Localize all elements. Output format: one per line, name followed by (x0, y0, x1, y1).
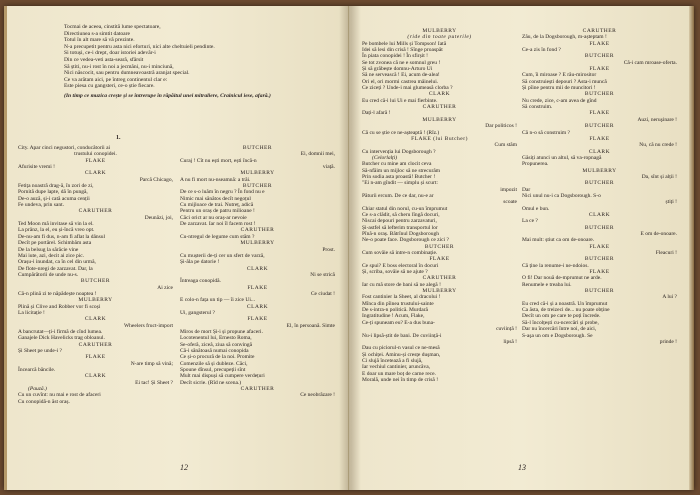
dialogue-line: De-nu-am fi dus, n-am fi aflat la dânsul (18, 233, 106, 240)
speaker-name: MULBERRY (240, 170, 275, 177)
dialogue-line: Dar politicos ! (485, 123, 517, 130)
dialogue-line: Eu cred că-i lui Ui e mai fierbinte. (362, 97, 438, 104)
prologue-line: Din ce vedea-veti asta-seară, sfârsit (64, 56, 144, 63)
speaker-name: BUTCHER (242, 145, 273, 151)
dialogue-line: Fleacuri ! (655, 250, 677, 257)
dialogue-line: Mult mai dispuși să cumpere verdețuri (180, 373, 265, 380)
speaker-name: BUTCHER (584, 91, 615, 98)
dialogue-line: Că-i cam mroase-oferta. (623, 59, 677, 66)
dialogue-line: Locotenentul lui, Ernesto Roma, (180, 335, 252, 342)
dialogue-line: scoate (503, 199, 517, 206)
dialogue-line: A nu fi mort nu-nseamnă: a trăi. (180, 176, 251, 183)
dialogue-line: Că cu se știe ce ne-așteaptă ! (Rîz.) (362, 129, 440, 136)
speaker-name: FLAKE (589, 135, 610, 142)
left-column-2 (180, 145, 335, 399)
speaker-name: FLAKE (85, 157, 106, 164)
speaker-name: BUTCHER (242, 183, 273, 190)
dialogue-line: O fi! Dar nouă de-mprumut ne arde. (522, 275, 602, 282)
dialogue-line: La licitație ! (18, 309, 45, 316)
speaker-name: CARUTHER (240, 227, 275, 234)
dialogue-line: Să construiești depouri ? Asta-i muncă (522, 78, 607, 85)
dialogue-line: E colo-n fața un tip — îi zice Ui... (180, 297, 255, 304)
speaker-name: CLARK (246, 265, 269, 272)
dialogue-line: Afurisite vremi ! (18, 164, 55, 171)
dialogue-line: Ei tac! Și Sheet ? (135, 379, 173, 386)
speaker-name: FLAKE (589, 243, 610, 250)
dialogue-line: Mînca din pîinea trustului-sainte (362, 300, 434, 307)
prologue-line: Este piesa cu gangsteri, ce-o știe fiecare. (64, 83, 155, 90)
dialogue-line: cuviință ! (496, 326, 517, 333)
speaker-name: CARUTHER (422, 104, 457, 111)
speaker-name: FLAKE (589, 66, 610, 73)
speaker-name: FLAKE (247, 284, 268, 291)
dialogue-line: Parcă Chicago, (139, 176, 173, 183)
dialogue-line: Nimic mai sănătos decît negoțul (180, 195, 251, 202)
dialogue-line: prinde ! (659, 338, 677, 345)
dialogue-line: Fe undeva, prin sant. (18, 202, 64, 209)
dialogue-line: Ci slujă încetează a fi slujă, (362, 357, 423, 364)
prologue-line: N-a precupetit pentru asta nici eforturi, nici alte cheltuieli pendinte. (64, 43, 215, 50)
prologue-line: Directiunea s-a simtit datoare (64, 30, 131, 37)
dialogue-line: Ce ziceți ? Unde-i mai glumeasă clorba ? (362, 85, 453, 92)
stage-direction: (ride din toate puterile) (407, 34, 472, 41)
scene-number: 1. (116, 135, 121, 141)
dialogue-line: A bancrutat—ți-i firmă de cînd lumea. (18, 328, 103, 335)
dialogue-line: Pe bombele lui Mills și Tompson! Iată (362, 40, 447, 47)
dialogue-line: Zău, de la Dogsborough, m-așteptam ! (522, 34, 607, 41)
dialogue-line: Ne-o poate face. Dogsborough ce zici ? (362, 237, 449, 244)
dialogue-line: Deunăzi, joi, (144, 214, 173, 221)
dialogue-line: Ai zice (157, 284, 173, 291)
dialogue-line: Căci orict ar nu oraș-ar nevoie (180, 214, 247, 221)
dialogue-line: Ted Moon mă invitase să vin la el. (18, 221, 94, 228)
dialogue-line: Miros de mort Și-i și propune afaceri. (180, 328, 263, 335)
dialogue-line: Păturii ercum. De ce dar, nu-e ar (362, 192, 434, 199)
dialogue-line: Dau cu piciorul-n vasul ce ne-mesă (362, 345, 440, 352)
speaker-name: BUTCHER (80, 278, 111, 285)
speaker-name: CLARK (246, 303, 269, 310)
speaker-name: CLARK (428, 91, 451, 98)
prologue-line: Si totuși, ce-i drept, doar istoriei adevăr-i (64, 50, 156, 57)
dialogue-line: La prânz, la el, eu și-încă vreo opt. (18, 227, 95, 234)
book-edge-right (689, 6, 694, 490)
speaker-name: CLARK (588, 148, 611, 155)
dialogue-line: Orașu-i inundat, ca în cel din urmă, (18, 259, 96, 266)
dialogue-line: Și-astfel să lefterim transportul lor (362, 224, 438, 231)
dialogue-line: Ce spui? E boss electoral în docuri (362, 262, 439, 269)
prologue-line: Totul în alt mare să vă prezinte. (64, 37, 135, 44)
dialogue-line: Se tot zvonea că ne e somnul greu ! (362, 59, 441, 66)
prologue-line: Nici născocit, sau pentru dumneavoastră aranjat special. (64, 70, 190, 77)
dialogue-line: Și să grăbește domnu-Arturo Ui (362, 66, 433, 73)
dialogue-line: Ni se strică (310, 271, 335, 278)
speaker-name: FLAKE (lui Butcher) (411, 135, 468, 142)
scene-heading: trustului conopidei. (74, 151, 117, 158)
speaker-name: MULBERRY (78, 297, 113, 304)
dialogue-line: Cu mușterii de-ți cer un sfert de varză, (180, 252, 265, 259)
prologue-line: Tocmai de aceea, cinstită lume spectatoare, (64, 24, 161, 30)
dialogue-line: Propunerea. (522, 161, 549, 168)
dialogue-line: Să ne servească ! Ei, acum de-alea! (362, 72, 440, 79)
dialogue-line: Și-ăla pe datorie ! (180, 259, 220, 266)
dialogue-line: Cumpărătorii de unde nu-s. (18, 271, 79, 278)
dialogue-line: Că ține la renume-i ne-ndoios. (522, 262, 589, 269)
dialogue-line: Că-i sănătoasă numai conopida (180, 348, 249, 354)
dialogue-line: Mai iute, azi, decit ai zice pic. (18, 252, 85, 259)
dialogue-line: Să construim. (522, 104, 553, 111)
dialogue-line: Ganajele Dick Havelicks trag obloanul. (18, 335, 105, 342)
dialogue-line: Cu mijloace de trai. Nutreț, adică (180, 202, 254, 209)
dialogue-line: Niscai depouri pentru zarzavaturi, (362, 218, 437, 225)
dialogue-line: Găsiți atunci un altul, să va-ropnagă (522, 154, 602, 161)
dialogue-line: Să-nfăim un mijloc să ne strecurăm (362, 167, 441, 174)
speaker-name: BUTCHER (584, 123, 615, 130)
dialogue-line: Butcher cu mine am clocit ceva (362, 161, 432, 168)
speaker-name: FLAKE (589, 110, 610, 117)
speaker-name: BUTCHER (584, 180, 615, 187)
dialogue-line: Ce-ți spuneam eu? E-a dus buna- (362, 319, 435, 326)
speaker-name: FLAKE (429, 256, 450, 263)
dialogue-line: Plină și Clive and Robber vor fi scoși (18, 303, 101, 310)
prologue-line: Să știti, nu-i rost în noi a jecmăni, nu-i minciună, (64, 63, 174, 70)
stage-direction: (In timp ce muzica crește și se întrerupe în răpăitul unei mitraliere, Crainicul iese, afară.) (64, 92, 271, 99)
dialogue-line: Wheelers fruct-import (123, 322, 173, 329)
dialogue-line: Și ochiței. Aminu-și cresțe duşman, (362, 351, 441, 358)
dialogue-line: Pînă-n oraș. Bătrînul Dogsborough (362, 231, 439, 237)
dialogue-line: De s-intra-n politică. Murdară (362, 307, 428, 314)
dialogue-line: Spoune dînsul, precupeții sînt (180, 367, 246, 374)
dialogue-line: De zarzavat. Iar noi îl facem rost ! (180, 221, 256, 228)
speaker-name: CLARK (588, 211, 611, 218)
dialogue-line: știți ! (665, 199, 677, 206)
speaker-name: CARUTHER (78, 341, 113, 348)
speaker-name: FLAKE (589, 269, 610, 276)
dialogue-line: Pornită dupe lapte, dă în pungă, (18, 189, 88, 196)
dialogue-line: Cu un cuvînt: nu mai e rost de afaceri (18, 392, 101, 399)
dialogue-line: Ce și-o procură de la noi. Promite (180, 354, 255, 361)
dialogue-line: La ce ? (522, 218, 538, 225)
dialogue-line: Chiar statul din norul, cu-un împrumut (362, 205, 448, 212)
speaker-name: MULBERRY (422, 116, 457, 123)
speaker-name: FLAKE (85, 354, 106, 361)
dialogue-line: Ce neobrăzare ! (300, 392, 335, 399)
dialogue-line: Ce s-a clădit, să cheru lîngă docuri, (362, 211, 440, 218)
stage-direction: (Pauză.) (28, 386, 47, 393)
dialogue-line: Nici unul nu-i ca Dogsborough. S-o (522, 192, 601, 199)
dialogue-line: A lui ? (662, 294, 677, 301)
dialogue-line: Întreaga conopidă. (180, 278, 221, 285)
dialogue-line: Decît un om pe care te poți încrede. (522, 313, 601, 320)
speaker-name: FLAKE (589, 40, 610, 47)
speaker-name: MULBERRY (240, 240, 275, 247)
dialogue-line: Comenzile să și dubleze. Căci, (180, 360, 248, 367)
prologue-text (64, 24, 324, 100)
dialogue-line: Ui, gangsterul ? (180, 309, 215, 316)
speaker-name: CARUTHER (78, 208, 113, 215)
dialogue-line: Ca ăsta, de treizeci de... nu poate obține (522, 307, 610, 314)
dialogue-line: Că-n plină zi te năpădește noaptea ! (18, 290, 97, 297)
page-number-left: 12 (180, 463, 188, 472)
dialogue-line: E doar un mare boț de carne rece. (362, 370, 436, 377)
dialogue-line: Fetița noastră drag-ă, în zori de zi, (18, 183, 94, 190)
dialogue-line: Renumele e treaba lui. (522, 281, 572, 288)
speaker-name: CARUTHER (240, 386, 275, 393)
dialogue-line: Decît pe portărel. Schimbăm asta (18, 240, 92, 247)
dialogue-line: De-o auză, și-i cată acuma cenții (18, 195, 90, 202)
dialogue-line: Cu intervenția lui Dogsborough ? (362, 148, 436, 155)
dialogue-line: "Ei n-am gîndit — simplu și scurt: (362, 180, 438, 187)
right-column-1 (362, 28, 517, 383)
dialogue-line: Pentru un oraș de patru milioane ! (180, 208, 255, 215)
page-number-right: 13 (518, 463, 526, 472)
prologue-line: Ce va arătam aici, pe întreg continentul clar e: (64, 76, 168, 83)
dialogue-line: Omul e bun. (522, 205, 550, 212)
dialogue-line: Și, scriba, sovăie să ne ajute ? (362, 269, 428, 276)
speaker-name: BUTCHER (584, 288, 615, 295)
dialogue-line: Nu, că nu crede ! (639, 142, 677, 149)
speaker-name: CARUTHER (582, 28, 617, 34)
speaker-name: BUTCHER (584, 224, 615, 231)
right-column-2 (522, 28, 677, 345)
dialogue-line: Eu cred că-i și a noastră. Un împrumut (522, 300, 608, 307)
dialogue-line: viață. (322, 164, 335, 171)
speaker-name: CLARK (84, 170, 107, 177)
dialogue-line: Că n-o să construim ? (522, 129, 570, 136)
dialogue-line: Ingratitudine ! Acum, Flake, (362, 313, 425, 320)
dialogue-line: Ce ciudat ! (310, 290, 335, 297)
dialogue-line: Auzi, neruşinare ! (637, 116, 677, 123)
speaker-name: CLARK (84, 316, 107, 323)
dialogue-line: Decît sicrie. (Rîd ne scena.) (180, 379, 242, 386)
book-edge-left (4, 6, 7, 490)
dialogue-line: Ori el, ori mormi castrea mâinelui. (362, 78, 439, 85)
speaker-name: FLAKE (247, 316, 268, 323)
dialogue-line: Încearcă băncile. (18, 367, 56, 374)
dialogue-line: Cu-ntregul de legume cum stăm ? (180, 233, 255, 240)
speaker-name: MULBERRY (422, 28, 457, 34)
dialogue-line: N-are timp să vină; (130, 360, 173, 367)
speaker-name: BUTCHER (584, 53, 615, 60)
speaker-name: BUTCHER (424, 243, 455, 250)
speaker-name: MULBERRY (582, 167, 617, 174)
dialogue-line: E om de-onoare. (640, 231, 677, 237)
dialogue-line: Cu conopidă-n ăst oraș. (18, 398, 70, 405)
right-page (350, 6, 694, 490)
left-page (4, 6, 349, 490)
dialogue-line: De ce s-o luăm în negru ? În fond nu e (180, 189, 265, 196)
dialogue-line: Idei să lesi din crisă ! Sînge proaspăt (362, 47, 443, 54)
dialogue-line: Cum stăm (494, 142, 517, 149)
speaker-name: CARUTHER (422, 275, 457, 282)
dialogue-line: Să-l încolțești cu-ncercări și probe, (522, 319, 599, 326)
dialogue-line: În piata conopidei ! În sfirșit ! (362, 53, 428, 60)
dialogue-line: Morală, unde nei în timp de crisă ! (362, 376, 439, 383)
dialogue-line: Dați-l afară ! (362, 110, 391, 117)
dialogue-line: Și Sheet pe unde-i ? (18, 348, 62, 354)
dialogue-line: City. Apar cinci negustori, conducătorii ai (18, 145, 111, 151)
dialogue-line: Ce-a zis în fond ? (522, 47, 561, 54)
dialogue-line: Nu-i lipsă-știt de bani. De cuviință-i (362, 332, 442, 339)
dialogue-line: Fost cantinier la Sheet, al dracolui ! (362, 294, 441, 301)
dialogue-line: Ei, domnii mei, (300, 151, 335, 158)
dialogue-line: Mai mult: știut ca om de-onoare. (522, 237, 595, 244)
dialogue-line: Cum sovăie să intre-n combinație. (362, 250, 438, 257)
dialogue-line: Prost. (322, 246, 335, 253)
dialogue-line: lipsă ! (503, 338, 517, 345)
dialogue-line: Dar nu încercări între noi, de aici, (522, 326, 597, 333)
open-book (4, 6, 694, 490)
dialogue-line: Cum, îi miroase ? E rău-mirositor (522, 72, 597, 79)
dialogue-line: Prin sodia asta proastă! Butcher ! (362, 173, 436, 180)
left-column-1 (18, 145, 173, 405)
dialogue-line: Se-oferă, ziceâ, ziua să convingă (180, 341, 253, 348)
dialogue-line: El, în persoană. Simte (286, 322, 335, 329)
speaker-name: BUTCHER (584, 256, 615, 263)
dialogue-line: De la belsug la sărăcie vine (18, 246, 79, 253)
dialogue-line: impozit (500, 186, 517, 193)
stage-direction: (Celorlalți) (372, 154, 398, 161)
dialogue-line: Dar (522, 186, 531, 193)
speaker-name: CLARK (84, 373, 107, 380)
dialogue-line: Iar vechiul cantinier, aruncăva, (362, 364, 431, 371)
dialogue-line: Nu crede, zice, c-am avea de gînd (522, 97, 597, 104)
dialogue-line: Curaj ! Cît nu ești mort, ești încă-n (180, 157, 257, 164)
dialogue-line: Și pîine pentru mii de muncitori ! (522, 85, 596, 92)
dialogue-line: S-aşa un om e Dogsborough. Se (522, 332, 593, 339)
dialogue-line: De flote-nregi de zarzavat. Dar, la (18, 265, 93, 272)
dialogue-line: Da, sînt și alții ! (641, 173, 677, 180)
dialogue-line: Iar cu mă store de bani să ne alegă ! (362, 281, 441, 288)
speaker-name: MULBERRY (422, 288, 457, 295)
